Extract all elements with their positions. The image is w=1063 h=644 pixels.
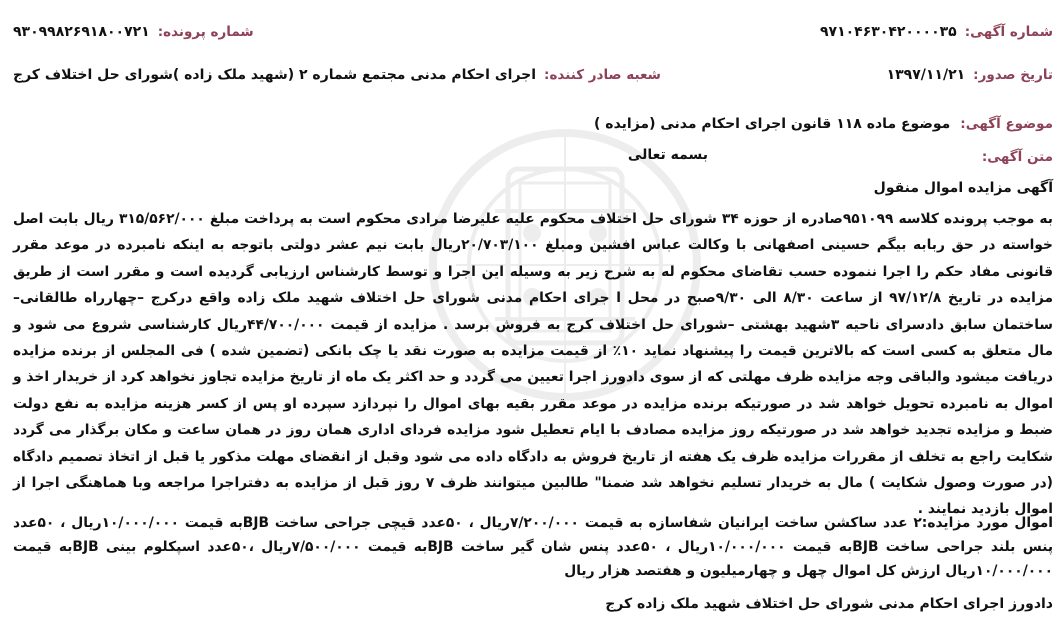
case-number-label: شماره پرونده: [157, 24, 254, 40]
header-row-2 [13, 63, 1053, 87]
body-label: متن آگهی: [981, 149, 1053, 165]
auction-title: آگهی مزایده اموال منقول [873, 180, 1053, 196]
auction-body-text: به موجب پرونده کلاسه ۹۵۱۰۹۹صادره از حوزه ۳۴ شورای حل اختلاف محکوم علیه علیرضا مرادی محکوم است به پرداخت مبلغ ۳۱۵/۵۶۲/۰۰۰ ریال بابت اصل خواسته در حق ربابه بیگم حسینی اصفهانی با وکالت عباس افشین ومبلغ ۲۰/۷۰۳/۱۰۰ریال بابت نیم عشر دولتی باتوجه به اینکه نامبرده در موعد مقرر قانونی مفاد حکم را اجرا ننموده حسب تقاضای محکوم له به شرح زیر به وسیله این اجرا و توسط کارشناس ارزیابی گردیده است و مقرر است از طریق مزایده در تاریخ ۹۷/۱۲/۸ از ساعت ۸/۳۰ الی ۹/۳۰صبح در محل ا جرای احکام مدنی شورای حل اختلاف شهید ملک زاده واقع درکرج –چهارراه طالقانی–ساختمان سابق دادسرای ناحیه ۳شهید بهشتی –شورای حل اختلاف کرج به فروش برسد . مزایده از قیمت ۴۴/۷۰۰/۰۰۰ریال کارشناسی شروع می شود و مال متعلق به کسی است که بالاترین قیمت را پیشنهاد نماید ۱۰٪ از قیمت مزایده به صورت نقد یا چک بانکی (تضمین شده ) فی المجلس از برنده مزایده دریافت میشود والباقی وجه مزایده ظرف مهلتی که از سوی دادورز اجرا تعیین می گردد و حد اکثر یک ماه از تاریخ مزایده تجاوز نخواهد کرد از خریدار اخذ و اموال به نامبرده تحویل خواهد شد در صورتیکه برنده مزایده در موعد مقرر بقیه بهای اموال را نپردازد سپرده او پس از کسر هزینه مزایده به نفع دولت ضبط و مزایده تجدید خواهد شد در صورتیکه روز مزایده مصادف با ایام تعطیل شود مزایده فردای اداری همان روز در همان ساعت و مکان برگذار می گردد شکایت راجع به تخلف از مقررات مزایده ظرف یک هفته از تاریخ فروش به دادگاه داده می شود وقبل از انقضای مهلت مذکور یا قبل از اتخاذ تصمیم دادگاه (در صورت وصول شکایت ) مال به خریدار تسلیم نخواهد شد ضمنا" طالبین میتوانند ظرف ۷ روز قبل از مزایده به دفتراجرا مراجعه وبا هماهنگی اجرا از اموال بازدید نمایند . [13, 211, 1053, 518]
issue-date-label: تاریخ صدور: [973, 67, 1053, 83]
ad-number-value: ۹۷۱۰۴۶۳۰۴۲۰۰۰۰۳۵ [819, 24, 957, 40]
issue-date-field [887, 67, 1053, 83]
header-row-1 [13, 20, 1053, 44]
case-number-field [13, 24, 254, 40]
auction-items-text: اموال مورد مزایده:۲ عدد ساکشن ساخت ایرانیان شفاسازه به قیمت ۷/۲۰۰/۰۰۰ریال ، ۵۰عدد قیچی جراحی ساخت BJBبه قیمت ۱۰/۰۰۰/۰۰۰ریال ، ۵۰عدد پنس بلند جراحی ساخت BJBبه قیمت ۱۰/۰۰۰/۰۰۰ریال ، ۵۰عدد پنس شان گیر ساخت BJBبه قیمت ۷/۵۰۰/۰۰۰ریال ،۵۰عدد اسپکلوم بینی BJBبه قیمت ۱۰/۰۰۰/۰۰۰ریال ارزش کل اموال چهل و چهارمیلیون و هفتصد هزار ریال [13, 515, 1054, 579]
issue-date-value: ۱۳۹۷/۱۱/۲۱ [886, 67, 966, 83]
case-number-value: ۹۳۰۹۹۸۲۶۹۱۸۰۰۷۲۱ [13, 24, 150, 40]
subject-value: موضوع ماده ۱۱۸ قانون اجرای احکام مدنی (مزایده ) [594, 116, 951, 132]
ad-number-label: شماره آگهی: [964, 24, 1053, 40]
issuing-branch-value: اجرای احکام مدنی مجتمع شماره ۲ (شهید ملک زاده )شورای حل اختلاف کرج [13, 67, 537, 83]
signature-line: دادورز اجرای احکام مدنی شورای حل اختلاف شهید ملک زاده کرج [605, 596, 1053, 612]
issuing-branch-field [13, 67, 661, 83]
issuing-branch-label: شعبه صادر کننده: [544, 67, 661, 83]
subject-row [23, 112, 1053, 136]
subject-label: موضوع آگهی: [960, 116, 1053, 132]
bismillah-heading: بسمه تعالی [627, 147, 708, 163]
ad-number-field [820, 24, 1053, 40]
